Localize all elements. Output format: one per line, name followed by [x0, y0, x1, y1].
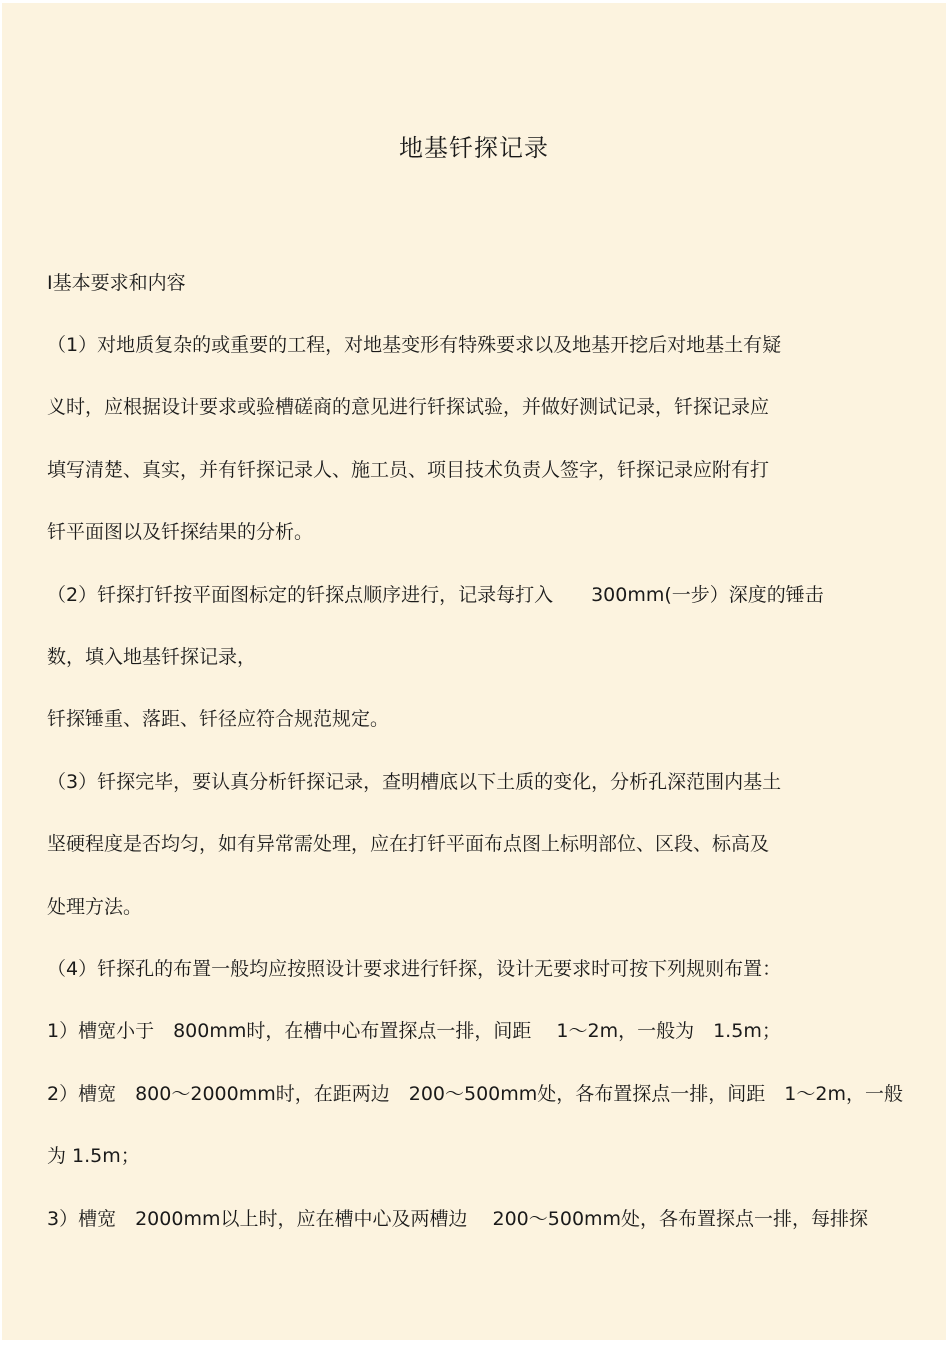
- paragraph-line: （1）对地质复杂的或重要的工程，对地基变形有特殊要求以及地基开挖后对地基土有疑: [47, 334, 782, 356]
- list-item-continuation: 为 1.5m；: [47, 1145, 140, 1167]
- paragraph-line: 数，填入地基钎探记录，: [47, 646, 257, 668]
- paragraph-line: 处理方法。: [47, 896, 143, 918]
- paragraph-line: （2）钎探打钎按平面图标定的钎探点顺序进行，记录每打入 300mm(一步）深度的锤击: [47, 584, 824, 606]
- paragraph-line: 填写清楚、真实，并有钎探记录人、施工员、项目技术负责人签字，钎探记录应附有打: [47, 459, 770, 481]
- section-heading: Ⅰ基本要求和内容: [47, 272, 186, 294]
- paragraph-line: （3）钎探完毕，要认真分析钎探记录，查明槽底以下土质的变化，分析孔深范围内基土: [47, 771, 782, 793]
- paragraph-line: 钎探锤重、落距、钎径应符合规范规定。: [47, 708, 390, 730]
- paragraph-line: 钎平面图以及钎探结果的分析。: [47, 521, 314, 543]
- paragraph-line: （4）钎探孔的布置一般均应按照设计要求进行钎探，设计无要求时可按下列规则布置：: [47, 958, 782, 980]
- list-item: 1）槽宽小于 800mm时，在槽中心布置探点一排，间距 1～2m，一般为 1.5m；: [47, 1020, 781, 1042]
- paragraph-line: 坚硬程度是否均匀，如有异常需处理，应在打钎平面布点图上标明部位、区段、标高及: [47, 833, 770, 855]
- list-item: 3）槽宽 2000mm以上时，应在槽中心及两槽边 200～500mm处，各布置探点一排，每排探: [47, 1208, 869, 1230]
- paragraph-line: 义时，应根据设计要求或验槽磋商的意见进行钎探试验，并做好测试记录，钎探记录应: [47, 396, 770, 418]
- list-item: 2）槽宽 800～2000mm时，在距两边 200～500mm处，各布置探点一排，间距 1～2m，一般: [47, 1083, 903, 1105]
- document-page: [2, 3, 946, 1340]
- document-title: 地基钎探记录: [399, 134, 549, 162]
